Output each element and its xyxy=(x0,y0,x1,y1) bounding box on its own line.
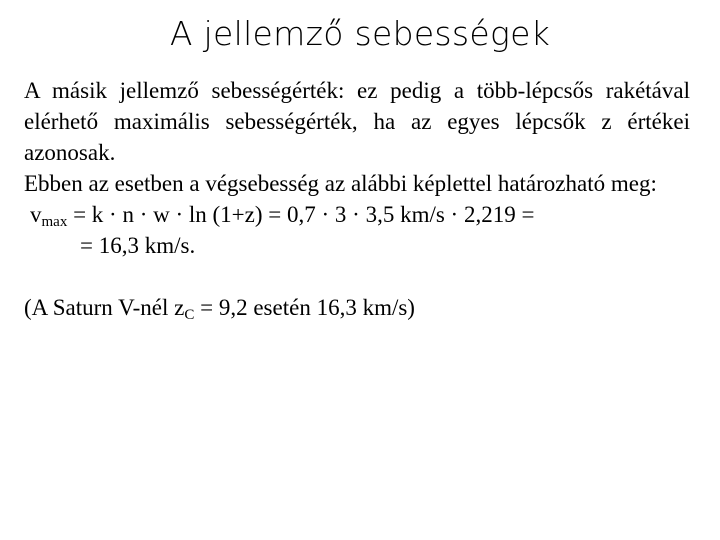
saturn-v-note xyxy=(24,292,690,323)
formula-result: = 16,3 km/s. xyxy=(80,233,196,258)
note-text-before: (A Saturn V-nél z xyxy=(24,295,185,320)
paragraph-formula-intro: Ebben az esetben a végsebesség az alábbi képlettel határozható meg: xyxy=(24,171,657,196)
paragraph-max-velocity: A másik jellemző sebességérték: ez pedig a több-lépcsős rakétával elérhető maximális sebességérték, ha az egyes lépcsők z értékei azonosak. xyxy=(24,78,690,165)
slide-title: A jellemző sebességek xyxy=(169,14,551,53)
formula-variable: v xyxy=(30,202,42,227)
slide-body xyxy=(24,75,690,323)
formula-line xyxy=(24,199,690,230)
note-text-after: = 9,2 esetén 16,3 km/s) xyxy=(194,295,415,320)
formula-variable-subscript: max xyxy=(41,214,68,230)
formula-expression: = k · n · w · ln (1+z) = 0,7 · 3 · 3,5 km/s · 2,219 = xyxy=(67,202,535,227)
note-subscript: C xyxy=(184,307,195,323)
